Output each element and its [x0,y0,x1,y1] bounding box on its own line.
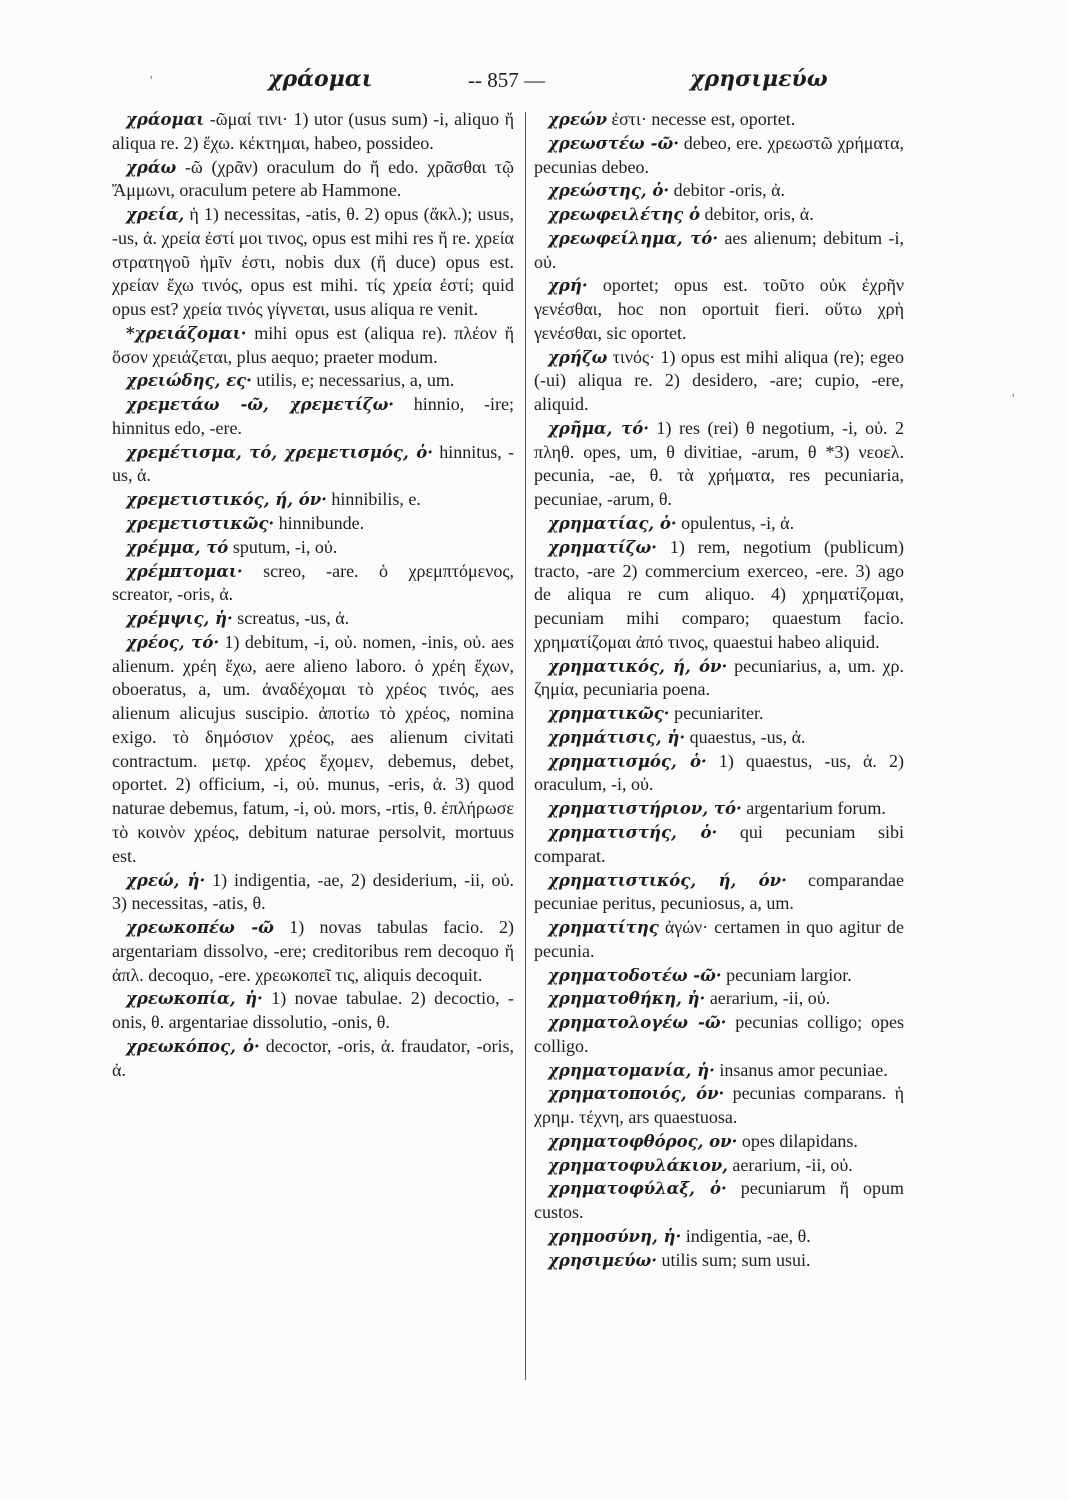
entry-headword: χρηματοθήκη, ἡ· [548,989,706,1009]
dictionary-entry [112,322,514,370]
entry-definition: screatus, -us, ἀ. [237,608,350,629]
entry-headword: χρεμέτισμα, τό, χρεμετισμός, ὁ· [126,442,433,462]
entry-definition: 1) res (rei) θ negotium, -i, οὐ. 2 πληθ. opes, um, θ divitiae, -arum, θ *3) νεοελ. pecunia, -ae, θ. τὰ χρήματα, res pecuniaria, pecuniae, -arum, θ. [534,417,905,510]
entry-headword: χρηματοποιός, όν· [548,1084,725,1104]
dictionary-entry [534,821,904,869]
entry-headword: χρηματοφυλάκιον, [548,1155,728,1175]
entry-definition: 1) debitum, -i, οὐ. nomen, -inis, οὐ. aes alienum. χρέη ἔχω, aere alieno laboro. ὁ χρέη ἔχων, oboeratus, a, um. ἀναδέχομαι τὸ χρέος τινός, aes alienum alicujus suscipio. ἀποτίω τὸ χρέος, nomina exigo. τὸ δημόσιον χρέος, aes alienum civitati contractum. μετφ. χρέος ἔχομεν, debemus, debet, oportet. 2) officium, -i, οὐ. munus, -eris, ἀ. 3) quod naturae debemus, fatum, -i, οὐ. mors, -rtis, θ. ἐπλήρωσε τὸ κοινὸν χρέος, debitum naturae persolvit, mortuus est. [112,631,515,866]
entry-headword: χρηματίας, ὁ· [548,514,677,534]
dictionary-entry [112,607,514,631]
entry-definition: -ῶ (χρᾶν) oraculum do ἤ edo. χρᾶσθαι τῷ Ἄμμωνι, oraculum petere ab Hammone. [112,156,514,201]
dictionary-entry [112,156,514,204]
entry-definition: pecuniarius, a, um. χρ. ζημία, pecuniaria poena. [534,655,904,700]
entry-definition: oportet; opus est. τοῦτο οὐκ ἐχρῆν γενέσθαι, hoc non oportuit fieri. οὕτω χρὴ γενέσθαι, sic oportet. [534,275,904,343]
entry-headword: χρή· [548,276,588,296]
column-divider [525,112,526,1380]
dictionary-entry [112,560,514,608]
entry-headword: χρηματοφύλαξ, ὁ· [548,1179,727,1199]
entry-headword: χρεωκοπέω -ῶ [126,918,274,938]
entry-definition: hinnio, -ire; hinnitus edo, -ere. [112,394,515,438]
entry-headword: χρηματίτης [548,918,659,938]
dictionary-entry [112,987,514,1035]
dictionary-entry [534,869,904,917]
dictionary-entry [534,1154,904,1178]
dictionary-entry [534,1249,904,1273]
entry-definition: comparandae pecuniae peritus, pecuniosus, a, um. [534,869,904,914]
entry-headword: χρηματολογέω -ῶ· [548,1013,727,1033]
entry-headword: χρειώδης, ες· [126,371,252,391]
entry-headword: χρεώ, ἡ· [126,870,206,890]
entry-definition: decoctor, -oris, ἀ. fraudator, -oris, ἀ. [112,1035,515,1080]
entry-headword: χρηματιστικός, ή, όν· [548,870,787,890]
dictionary-entry [534,108,904,132]
entry-definition: τινός· 1) opus est mihi aliqua (re); egeo (-ui) aliqua re. 2) desidero, -are; cupio, -ere, aliquid. [534,346,905,415]
dictionary-entry [112,441,514,489]
entry-definition: pecunias colligo; opes colligo. [534,1012,904,1056]
entry-headword: χρημοσύνη, ἡ· [548,1226,682,1246]
right-column [534,108,904,1273]
entry-definition: mihi opus est (aliqua re). πλέον ἤ ὅσον χρειάζεται, plus aequo; praeter modum. [112,322,515,367]
entry-headword: χρηματομανία, ἡ· [548,1060,715,1080]
entry-definition: pecuniarum ἤ opum custos. [534,1178,904,1223]
entry-headword: χρησιμεύω· [548,1250,657,1270]
entry-definition: hinnitus, -us, ἀ. [112,441,514,486]
dictionary-entry [534,726,904,750]
entry-definition: argentarium forum. [746,798,886,819]
entry-definition: ἀγών· certamen in quo agitur de pecunia. [534,917,905,961]
entry-definition: opes dilapidans. [741,1130,858,1151]
margin-mark-top-left: ' [150,74,153,89]
entry-headword: χρηματοδοτέω -ῶ· [548,965,722,985]
dictionary-entry [112,536,514,560]
dictionary-entry [112,869,514,917]
entry-definition: aerarium, -ii, οὐ. [709,988,831,1009]
dictionary-entry [534,1177,904,1225]
running-headword-right: χρησιμεύω [690,66,828,92]
entry-definition: aes alienum; debitum -i, οὐ. [534,227,904,272]
dictionary-entry [534,1225,904,1249]
entry-definition: quaestus, -us, ἀ. [689,726,806,747]
running-headword-left: χράομαι [268,66,373,92]
entry-definition: hinnibunde. [278,513,365,534]
entry-definition: screo, -are. ὁ χρεμπτόμενος, screator, -oris, ἀ. [112,560,515,605]
entry-definition: insanus amor pecuniae. [719,1059,888,1080]
entry-definition: pecuniariter. [674,703,764,724]
page-number: -- 857 — [468,68,545,92]
entry-headword: χρημάτισις, ἡ· [548,727,686,747]
entry-definition: opulentus, -i, ἀ. [681,513,795,534]
dictionary-entry [534,1011,904,1059]
dictionary-entry [112,393,514,441]
entry-headword: χρέμμα, τό [126,537,229,557]
entry-headword: χρεωφειλέτης ὁ [548,205,701,225]
entry-definition: utilis sum; sum usui. [661,1249,811,1270]
left-column [112,108,514,1082]
entry-headword: χρηματοφθόρος, ον· [548,1131,738,1151]
entry-headword: χρηματικῶς· [548,704,670,724]
entry-headword: χρεωκοπία, ἡ· [126,989,263,1009]
dictionary-entry [534,797,904,821]
entry-definition: debeo, ere. χρεωστῶ χρήματα, pecunias debeo. [534,132,904,177]
entry-headword: χρέμψις, ἡ· [126,609,233,629]
dictionary-entry [534,274,904,345]
page-header [0,66,1069,100]
entry-headword: χρεία, [126,205,185,225]
dictionary-entry [534,655,904,703]
dictionary-entry [112,369,514,393]
entry-headword: χρηματικός, ή, όν· [548,656,728,676]
entry-definition: ἡ 1) necessitas, -atis, θ. 2) opus (ἄκλ.); usus, -us, ἀ. χρεία ἐστί μοι τινος, opus est mihi res ἤ re. χρεία στρατηγοῦ ἡμῖν ἐστι, nobis dux (ἤ duce) opus est. χρείαν ἔχω τινός, opus est mihi. τίς χρεία ἐστί; quid opus est? χρεία τινός γίγνεται, usus aliqua re venit. [112,204,514,320]
dictionary-entry [534,964,904,988]
dictionary-entry [112,488,514,512]
entry-definition: -ῶμαί τινι· 1) utor (usus sum) -i, aliquo ἤ aliqua re. 2) ἔχω. κέκτημαι, habeo, possideo. [112,109,515,153]
entry-headword: χρήζω [548,347,608,367]
entry-headword: χρηματιστής, ὁ· [548,822,718,842]
dictionary-entry [534,750,904,798]
dictionary-entry [534,346,904,417]
entry-definition: 1) quaestus, -us, ἀ. 2) oraculum, -i, οὐ. [534,750,904,795]
entry-headword: χρεών [548,110,608,129]
entry-definition: debitor -oris, ἀ. [673,180,786,201]
entry-headword: χρέμπτομαι· [126,561,243,581]
entry-headword: χρηματισμός, ὁ· [548,751,707,771]
entry-headword: χρηματίζω· [548,537,657,557]
dictionary-entry [112,916,514,987]
entry-headword: χρῆμα, τό· [548,418,649,438]
entry-headword: χρεωφείλημα, τό· [548,228,719,248]
dictionary-entry [112,203,514,322]
entry-definition: 1) novas tabulas facio. 2) argentariam dissolvo, -ere; creditoribus rem decoquo ἤ ἀπλ. decoquo, -ere. χρεωκοπεῖ τις, aliquis decoquit. [112,917,514,985]
dictionary-entry [534,702,904,726]
dictionary-entry [112,631,514,869]
entry-definition: qui pecuniam sibi comparat. [534,821,905,866]
entry-headword: *χρειάζομαι· [126,323,247,343]
dictionary-entry [534,132,904,180]
margin-mark-right: ' [1012,392,1015,407]
entry-headword: χρεώστης, ὁ· [548,181,670,201]
entry-definition: aerarium, -ii, οὐ. [732,1154,853,1175]
dictionary-entry [534,417,904,512]
dictionary-entry [534,1059,904,1083]
entry-headword: χρηματιστήριον, τό· [548,799,742,819]
entry-definition: 1) novae tabulae. 2) decoctio, -onis, θ. argentariae dissolutio, -onis, θ. [112,988,515,1033]
dictionary-entry [534,203,904,227]
dictionary-entry [534,512,904,536]
entry-definition: hinnibilis, e. [331,489,421,510]
entry-definition: debitor, oris, ἀ. [704,204,814,225]
entry-headword: χράω [126,157,177,177]
dictionary-entry [112,108,514,156]
dictionary-entry [534,1130,904,1154]
entry-headword: χρέος, τό· [126,632,220,652]
dictionary-entry [112,1035,514,1083]
dictionary-entry [534,987,904,1011]
entry-headword: χρεμετιστικῶς· [126,514,275,534]
entry-headword: χράομαι [126,110,205,129]
entry-definition: 1) indigentia, -ae, 2) desiderium, -ii, οὐ. 3) necessitas, -atis, θ. [112,869,514,914]
dictionary-entry [534,916,904,964]
entry-definition: sputum, -i, οὐ. [232,536,338,557]
dictionary-entry [534,227,904,275]
entry-definition: ἐστι· necesse est, oportet. [611,109,796,129]
dictionary-entry [534,1082,904,1130]
dictionary-entry [112,512,514,536]
entry-headword: χρεμετάω -ῶ, χρεμετίζω· [126,395,395,415]
entry-definition: utilis, e; necessarius, a, um. [256,370,455,391]
entry-definition: indigentia, -ae, θ. [685,1225,811,1246]
entry-definition: pecuniam largior. [726,964,852,985]
dictionary-entry [534,536,904,655]
entry-headword: χρεωστέω -ῶ· [548,133,679,153]
entry-definition: pecunias comparans. ἡ χρημ. τέχνη, ars quaestuosa. [534,1083,904,1128]
entry-definition: 1) rem, negotium (publicum) tracto, -are 2) commercium exerceo, -ere. 3) ago de aliqua re cum aliquo. 4) χρηματίζομαι, pecuniam mihi comparo; quaestum facio. χρηματίζομαι ἀπό τινος, quaestui habeo aliquid. [534,536,904,652]
entry-headword: χρεμετιστικός, ή, όν· [126,490,327,510]
dictionary-entry [534,179,904,203]
entry-headword: χρεωκόπος, ὁ· [126,1036,260,1056]
